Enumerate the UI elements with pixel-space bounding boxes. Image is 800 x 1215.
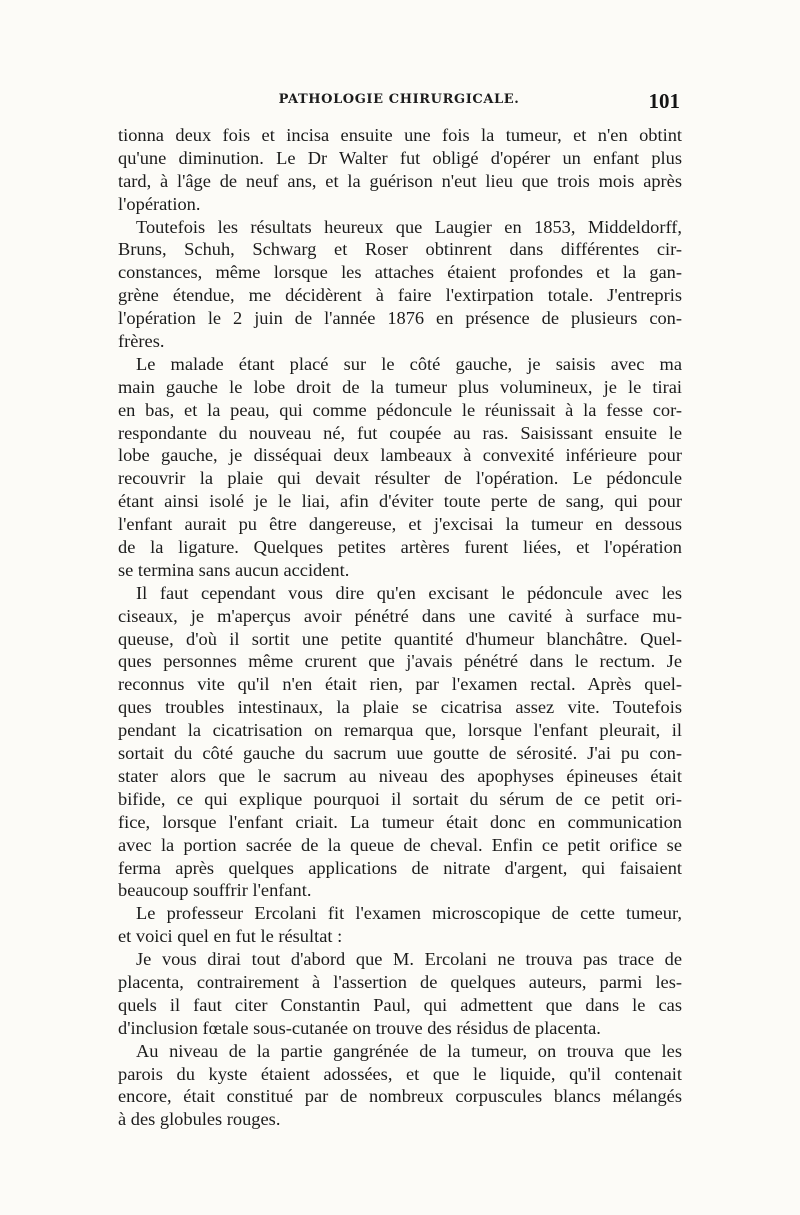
text-line: encore, était constitué par de nombreux corpuscules blancs mélangés [118, 1086, 682, 1107]
text-line: de la ligature. Quelques petites artères furent liées, et l'opération [118, 537, 682, 558]
text-line: l'enfant aurait pu être dangereuse, et j'excisai la tumeur en dessous [118, 514, 682, 535]
text-line: main gauche le lobe droit de la tumeur plus volumineux, je le tirai [118, 376, 682, 397]
text-line: recouvrir la plaie qui devait résulter de l'opération. Le pédoncule [118, 468, 682, 489]
text-line: fice, lorsque l'enfant criait. La tumeur était donc en communication [118, 811, 682, 832]
text-line: en bas, et la peau, qui comme pédoncule le réunissait à la fesse cor- [118, 399, 682, 420]
text-line: constances, même lorsque les attaches étaient profondes et la gan- [118, 262, 682, 283]
text-line: tard, à l'âge de neuf ans, et la guérison n'eut lieu que trois mois après [118, 170, 682, 191]
text-line: tionna deux fois et incisa ensuite une fois la tumeur, et n'en obtint [118, 125, 682, 145]
text-line: et voici quel en fut le résultat : [118, 926, 343, 947]
text-line: respondante du nouveau né, fut coupée au ras. Saisissant ensuite le [118, 422, 682, 443]
text-line: grène étendue, me décidèrent à faire l'extirpation totale. J'entrepris [118, 285, 682, 306]
text-line: quels il faut citer Constantin Paul, qui admettent que dans le cas [118, 994, 682, 1015]
running-head: PATHOLOGIE CHIRURGICALE. [278, 92, 520, 107]
page-number: 101 [648, 89, 680, 113]
text-line: étant ainsi isolé je le liai, afin d'éviter toute perte de sang, qui pour [118, 491, 682, 512]
text-line: à des globules rouges. [118, 1109, 281, 1130]
page-header [118, 89, 680, 118]
text-line: sortait du côté gauche du sacrum uue goutte de sérosité. J'ai pu con- [118, 743, 682, 764]
text-line: beaucoup souffrir l'enfant. [118, 880, 312, 901]
text-line: Il faut cependant vous dire qu'en excisant le pédoncule avec les [136, 582, 682, 603]
text-line: Je vous dirai tout d'abord que M. Ercolani ne trouva pas trace de [136, 949, 682, 970]
text-line: qu'une diminution. Le Dr Walter fut obligé d'opérer un enfant plus [118, 147, 682, 168]
text-line: Le malade étant placé sur le côté gauche, je saisis avec ma [136, 353, 682, 374]
text-line: placenta, contrairement à l'assertion de quelques auteurs, parmi les- [118, 971, 682, 992]
text-line: l'opération le 2 juin de l'année 1876 en présence de plusieurs con- [118, 308, 682, 329]
text-line: reconnus vite qu'il n'en était rien, par l'examen rectal. Après quel- [118, 674, 682, 695]
text-line: frères. [118, 331, 165, 352]
text-line: ferma après quelques applications de nitrate d'argent, qui faisaient [118, 857, 682, 878]
text-line: parois du kyste étaient adossées, et que le liquide, qu'il contenait [118, 1063, 682, 1084]
text-line: Au niveau de la partie gangrénée de la tumeur, on trouva que les [136, 1040, 682, 1061]
text-line: ques personnes même crurent que j'avais pénétré dans le rectum. Je [118, 651, 682, 672]
text-line: queuse, d'où il sortit une petite quantité d'humeur blanchâtre. Quel- [118, 628, 682, 649]
text-line: ques troubles intestinaux, la plaie se cicatrisa assez vite. Toutefois [118, 697, 682, 718]
text-line: pendant la cicatrisation on remarqua que, lorsque l'enfant pleurait, il [118, 720, 682, 741]
text-line: lobe gauche, je disséquai deux lambeaux à convexité inférieure pour [118, 445, 682, 466]
text-line: stater alors que le sacrum au niveau des apophyses épineuses était [118, 765, 682, 786]
text-line: bifide, ce qui explique pourquoi il sortait du sérum de ce petit ori- [118, 788, 682, 809]
text-line: Bruns, Schuh, Schwarg et Roser obtinrent dans différentes cir- [118, 239, 682, 260]
text-line: Le professeur Ercolani fit l'examen microscopique de cette tumeur, [136, 903, 682, 924]
text-line: ciseaux, je m'aperçus avoir pénétré dans une cavité à surface mu- [118, 605, 682, 626]
text-line: avec la portion sacrée de la queue de cheval. Enfin ce petit orifice se [118, 834, 682, 855]
text-line: Toutefois les résultats heureux que Laugier en 1853, Middeldorff, [136, 216, 682, 237]
text-line: se termina sans aucun accident. [118, 559, 350, 580]
text-line: l'opération. [118, 193, 201, 214]
text-line: d'inclusion fœtale sous-cutanée on trouve des résidus de placenta. [118, 1017, 601, 1038]
body-text [118, 124, 682, 1131]
